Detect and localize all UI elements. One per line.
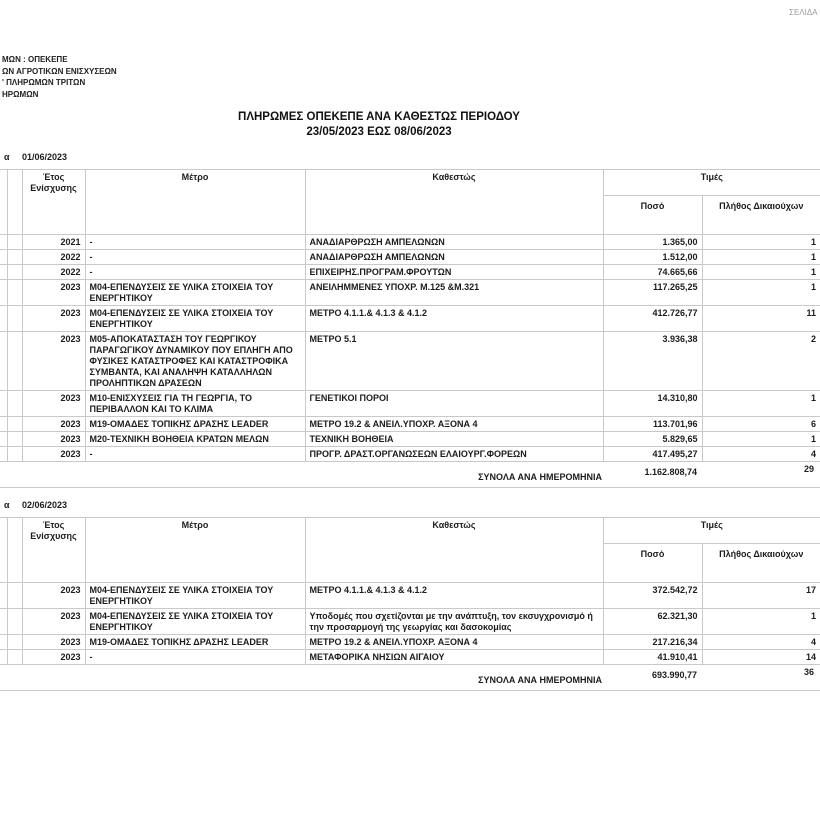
totals-row — [0, 665, 820, 691]
totals-amount: 1.162.808,74 — [644, 467, 697, 477]
cell-kath: ΠΡΟΓΡ. ΔΡΑΣΤ.ΟΡΓΑΝΩΣΕΩΝ ΕΛΑΙΟΥΡΓ.ΦΟΡΕΩΝ — [305, 447, 603, 462]
org-line: ΩΝ ΑΓΡΟΤΙΚΩΝ ΕΝΙΣΧΥΣΕΩΝ — [2, 66, 117, 76]
totals-row — [0, 462, 820, 488]
cell-plithos: 4 — [702, 635, 820, 650]
cell-stub2 — [7, 432, 22, 447]
cell-stub1 — [0, 417, 7, 432]
col-header-stub — [0, 518, 7, 583]
cell-plithos: 11 — [702, 306, 820, 332]
date-section-1 — [0, 152, 820, 488]
table-row — [0, 332, 820, 391]
table-row — [0, 650, 820, 665]
table-row — [0, 417, 820, 432]
cell-stub1 — [0, 609, 7, 635]
cell-plithos: 1 — [702, 235, 820, 250]
cell-poso: 1.365,00 — [603, 235, 702, 250]
cell-poso: 372.542,72 — [603, 583, 702, 609]
col-header-stub — [0, 170, 7, 235]
cell-metro: - — [85, 447, 305, 462]
cell-metro: - — [85, 235, 305, 250]
col-header-times: Τιμές — [603, 518, 820, 544]
cell-poso: 1.512,00 — [603, 250, 702, 265]
cell-poso: 3.936,38 — [603, 332, 702, 391]
totals-count: 29 — [803, 464, 814, 474]
cell-stub1 — [0, 583, 7, 609]
date-value: 02/06/2023 — [22, 500, 68, 510]
cell-year: 2023 — [22, 583, 85, 609]
cell-stub2 — [7, 609, 22, 635]
cell-poso: 74.665,66 — [603, 265, 702, 280]
cell-year: 2023 — [22, 447, 85, 462]
cell-plithos: 2 — [702, 332, 820, 391]
cell-kath: Υποδομές που σχετίζονται με την ανάπτυξη, τον εκσυγχρονισμό ή την προσαρμογή της γεωργίας και δασοκομίας — [305, 609, 603, 635]
cell-year: 2023 — [22, 650, 85, 665]
payments-table — [0, 169, 820, 462]
cell-poso: 41.910,41 — [603, 650, 702, 665]
cell-stub2 — [7, 635, 22, 650]
cell-metro: - — [85, 650, 305, 665]
col-header-metro: Μέτρο — [85, 170, 305, 235]
cell-year: 2023 — [22, 417, 85, 432]
cell-kath: ΜΕΤΡΟ 19.2 & ΑΝΕΙΛ.ΥΠΟΧΡ. ΑΞΟΝΑ 4 — [305, 635, 603, 650]
table-row — [0, 583, 820, 609]
cell-year: 2023 — [22, 432, 85, 447]
col-header-year: Έτος Ενίσχυσης — [22, 518, 85, 583]
table-row — [0, 280, 820, 306]
cell-plithos: 1 — [702, 250, 820, 265]
cell-poso: 117.265,25 — [603, 280, 702, 306]
cell-kath: ΜΕΤΡΟ 19.2 & ΑΝΕΙΛ.ΥΠΟΧΡ. ΑΞΟΝΑ 4 — [305, 417, 603, 432]
cell-stub1 — [0, 265, 7, 280]
cell-stub1 — [0, 306, 7, 332]
table-row — [0, 635, 820, 650]
cell-metro: Μ19-ΟΜΑΔΕΣ ΤΟΠΙΚΗΣ ΔΡΑΣΗΣ LEADER — [85, 417, 305, 432]
cell-poso: 412.726,77 — [603, 306, 702, 332]
cell-stub2 — [7, 250, 22, 265]
cell-metro: Μ04-ΕΠΕΝΔΥΣΕΙΣ ΣΕ ΥΛΙΚΑ ΣΤΟΙΧΕΙΑ ΤΟΥ ΕΝΕΡΓΗΤΙΚΟΥ — [85, 280, 305, 306]
col-header-stub — [7, 170, 22, 235]
cell-metro: Μ05-ΑΠΟΚΑΤΑΣΤΑΣΗ ΤΟΥ ΓΕΩΡΓΙΚΟΥ ΠΑΡΑΓΩΓΙΚΟΥ ΔΥΝΑΜΙΚΟΥ ΠΟΥ ΕΠΛΗΓΗ ΑΠΟ ΦΥΣΙΚΕΣ ΚΑΤΑΣΤΡΟΦΕΣ ΚΑΙ ΚΑΤΑΣΤΡΟΦΙΚΑ ΣΥΜΒΑΝΤΑ, ΚΑΙ ΑΝΑΛΗΨΗ ΚΑΤΑΛΛΗΛΩΝ ΠΡΟΛΗΠΤΙΚΩΝ ΔΡΑΣΕΩΝ — [85, 332, 305, 391]
cell-stub2 — [7, 265, 22, 280]
date-row — [0, 152, 820, 166]
col-header-plithos: Πλήθος Δικαιούχων — [702, 196, 820, 235]
cell-plithos: 1 — [702, 265, 820, 280]
cell-kath: ΓΕΝΕΤΙΚΟΙ ΠΟΡΟΙ — [305, 391, 603, 417]
cell-kath: ΜΕΤΡΟ 4.1.1.& 4.1.3 & 4.1.2 — [305, 583, 603, 609]
cell-stub2 — [7, 583, 22, 609]
report-title-line2: 23/05/2023 ΕΩΣ 08/06/2023 — [306, 125, 452, 138]
cell-stub1 — [0, 391, 7, 417]
cell-kath: ΑΝΕΙΛΗΜΜΕΝΕΣ ΥΠΟΧΡ. Μ.125 &Μ.321 — [305, 280, 603, 306]
cell-metro: Μ04-ΕΠΕΝΔΥΣΕΙΣ ΣΕ ΥΛΙΚΑ ΣΤΟΙΧΕΙΑ ΤΟΥ ΕΝΕΡΓΗΤΙΚΟΥ — [85, 609, 305, 635]
totals-amount: 693.990,77 — [651, 670, 697, 680]
cell-stub2 — [7, 280, 22, 306]
cell-plithos: 6 — [702, 417, 820, 432]
cell-poso: 417.495,27 — [603, 447, 702, 462]
cell-stub1 — [0, 250, 7, 265]
cell-kath: ΜΕΤΡΟ 5.1 — [305, 332, 603, 391]
table-row — [0, 235, 820, 250]
cell-plithos: 1 — [702, 391, 820, 417]
org-line: ΜΩΝ : ΟΠΕΚΕΠΕ — [2, 55, 68, 64]
cell-plithos: 14 — [702, 650, 820, 665]
cell-plithos: 4 — [702, 447, 820, 462]
cell-stub2 — [7, 332, 22, 391]
cell-year: 2023 — [22, 635, 85, 650]
cell-kath: ΜΕΤΡΟ 4.1.1.& 4.1.3 & 4.1.2 — [305, 306, 603, 332]
cell-poso: 5.829,65 — [603, 432, 702, 447]
cell-metro: Μ20-ΤΕΧΝΙΚΗ ΒΟΗΘΕΙΑ ΚΡΑΤΩΝ ΜΕΛΩΝ — [85, 432, 305, 447]
col-header-stub — [7, 518, 22, 583]
cell-year: 2023 — [22, 391, 85, 417]
totals-label: ΣΥΝΟΛΑ ΑΝΑ ΗΜΕΡΟΜΗΝΙΑ — [478, 472, 602, 482]
cell-kath: ΕΠΙΧΕΙΡΗΣ.ΠΡΟΓΡΑΜ.ΦΡΟΥΤΩΝ — [305, 265, 603, 280]
org-line: ' ΠΛΗΡΩΜΩΝ ΤΡΙΤΩΝ — [2, 78, 86, 87]
cell-plithos: 1 — [702, 432, 820, 447]
col-header-year: Έτος Ενίσχυσης — [22, 170, 85, 235]
date-row — [0, 500, 820, 514]
col-header-kathestos: Καθεστώς — [305, 170, 603, 235]
col-header-metro: Μέτρο — [85, 518, 305, 583]
page-number-label: ΣΕΛΙΔΑ — [789, 8, 818, 17]
cell-poso: 217.216,34 — [603, 635, 702, 650]
cell-stub2 — [7, 235, 22, 250]
report-title-line1: ΠΛΗΡΩΜΕΣ ΟΠΕΚΕΠΕ ΑΝΑ ΚΑΘΕΣΤΩΣ ΠΕΡΙΟΔΟΥ — [238, 111, 520, 123]
date-label-fragment: α — [4, 152, 10, 162]
cell-stub1 — [0, 432, 7, 447]
cell-stub1 — [0, 332, 7, 391]
cell-metro: Μ04-ΕΠΕΝΔΥΣΕΙΣ ΣΕ ΥΛΙΚΑ ΣΤΟΙΧΕΙΑ ΤΟΥ ΕΝΕΡΓΗΤΙΚΟΥ — [85, 306, 305, 332]
cell-metro: Μ19-ΟΜΑΔΕΣ ΤΟΠΙΚΗΣ ΔΡΑΣΗΣ LEADER — [85, 635, 305, 650]
cell-kath: ΑΝΑΔΙΑΡΘΡΩΣΗ ΑΜΠΕΛΩΝΩΝ — [305, 235, 603, 250]
date-section-2 — [0, 500, 820, 691]
table-row — [0, 250, 820, 265]
cell-stub2 — [7, 391, 22, 417]
organization-header — [2, 54, 117, 100]
cell-poso: 62.321,30 — [603, 609, 702, 635]
col-header-poso: Ποσό — [603, 196, 702, 235]
cell-plithos: 1 — [702, 609, 820, 635]
col-header-poso: Ποσό — [603, 544, 702, 583]
cell-stub1 — [0, 235, 7, 250]
totals-label: ΣΥΝΟΛΑ ΑΝΑ ΗΜΕΡΟΜΗΝΙΑ — [478, 675, 602, 685]
col-header-kathestos: Καθεστώς — [305, 518, 603, 583]
cell-year: 2023 — [22, 609, 85, 635]
cell-stub2 — [7, 417, 22, 432]
cell-stub1 — [0, 650, 7, 665]
table-row — [0, 306, 820, 332]
date-value: 01/06/2023 — [22, 152, 68, 162]
cell-plithos: 1 — [702, 280, 820, 306]
cell-poso: 113.701,96 — [603, 417, 702, 432]
col-header-times: Τιμές — [603, 170, 820, 196]
cell-metro: Μ04-ΕΠΕΝΔΥΣΕΙΣ ΣΕ ΥΛΙΚΑ ΣΤΟΙΧΕΙΑ ΤΟΥ ΕΝΕΡΓΗΤΙΚΟΥ — [85, 583, 305, 609]
cell-stub1 — [0, 447, 7, 462]
table-row — [0, 609, 820, 635]
cell-stub2 — [7, 650, 22, 665]
cell-metro: Μ10-ΕΝΙΣΧΥΣΕΙΣ ΓΙΑ ΤΗ ΓΕΩΡΓΙΑ, ΤΟ ΠΕΡΙΒΑΛΛΟΝ ΚΑΙ ΤΟ ΚΛΙΜΑ — [85, 391, 305, 417]
totals-count: 36 — [803, 667, 814, 677]
cell-plithos: 17 — [702, 583, 820, 609]
payments-table — [0, 517, 820, 665]
table-row — [0, 265, 820, 280]
cell-stub2 — [7, 447, 22, 462]
date-label-fragment: α — [4, 500, 10, 510]
table-row — [0, 447, 820, 462]
cell-year: 2021 — [22, 235, 85, 250]
report-body — [0, 152, 820, 691]
cell-kath: ΜΕΤΑΦΟΡΙΚΑ ΝΗΣΙΩΝ ΑΙΓΑΙΟΥ — [305, 650, 603, 665]
table-row — [0, 432, 820, 447]
table-row — [0, 391, 820, 417]
cell-year: 2022 — [22, 265, 85, 280]
cell-metro: - — [85, 250, 305, 265]
cell-year: 2022 — [22, 250, 85, 265]
org-line: ΗΡΩΜΩΝ — [2, 89, 39, 99]
cell-poso: 14.310,80 — [603, 391, 702, 417]
cell-metro: - — [85, 265, 305, 280]
report-title — [0, 110, 758, 139]
cell-stub2 — [7, 306, 22, 332]
cell-year: 2023 — [22, 280, 85, 306]
cell-stub1 — [0, 280, 7, 306]
cell-kath: ΑΝΑΔΙΑΡΘΡΩΣΗ ΑΜΠΕΛΩΝΩΝ — [305, 250, 603, 265]
cell-kath: ΤΕΧΝΙΚΗ ΒΟΗΘΕΙΑ — [305, 432, 603, 447]
col-header-plithos: Πλήθος Δικαιούχων — [702, 544, 820, 583]
cell-year: 2023 — [22, 306, 85, 332]
cell-stub1 — [0, 635, 7, 650]
cell-year: 2023 — [22, 332, 85, 391]
